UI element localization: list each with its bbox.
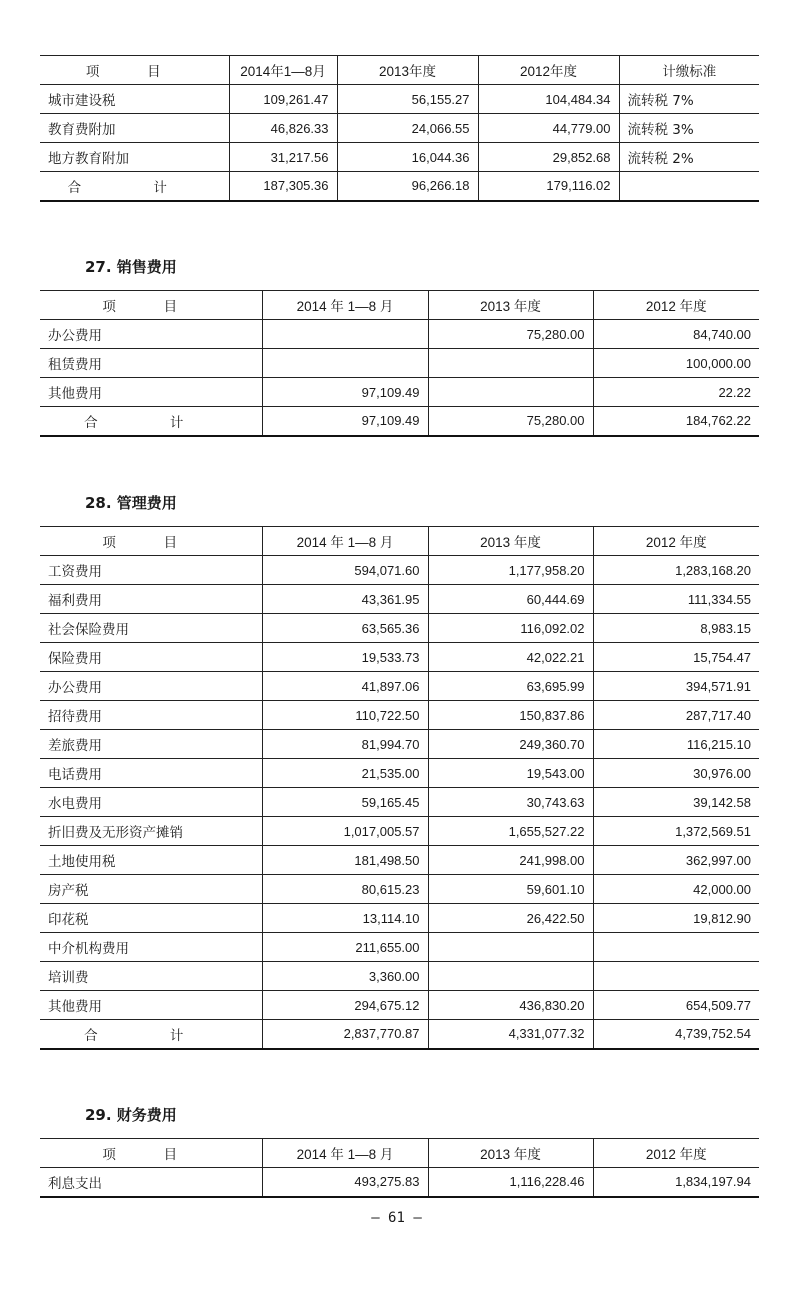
table-row — [40, 143, 759, 172]
cell-value: 3,360.00 — [262, 962, 428, 991]
row-label: 折旧费及无形资产摊销 — [40, 817, 262, 846]
cell-value: 42,022.21 — [428, 643, 593, 672]
table-row — [40, 85, 759, 114]
cell-value: 654,509.77 — [593, 991, 759, 1020]
cell-value: 30,976.00 — [593, 759, 759, 788]
cell-value: 13,114.10 — [262, 904, 428, 933]
total-value: 187,305.36 — [229, 172, 337, 201]
column-header: 2012 年度 — [593, 527, 759, 556]
cell-value: 80,615.23 — [262, 875, 428, 904]
column-header: 计缴标准 — [619, 56, 759, 85]
cell-value: 63,565.36 — [262, 614, 428, 643]
table-row — [40, 643, 759, 672]
cell-value: 60,444.69 — [428, 585, 593, 614]
cell-value: 31,217.56 — [229, 143, 337, 172]
total-value: 4,331,077.32 — [428, 1020, 593, 1049]
cell-value: 1,283,168.20 — [593, 556, 759, 585]
cell-value: 116,215.10 — [593, 730, 759, 759]
table-row — [40, 730, 759, 759]
total-label: 合 计 — [40, 407, 262, 436]
row-label: 利息支出 — [40, 1168, 262, 1197]
cell-value: 44,779.00 — [478, 114, 619, 143]
cell-value: 84,740.00 — [593, 320, 759, 349]
cell-value: 111,334.55 — [593, 585, 759, 614]
cell-value: 249,360.70 — [428, 730, 593, 759]
cell-value: 181,498.50 — [262, 846, 428, 875]
total-label: 合 计 — [40, 1020, 262, 1049]
cell-value: 63,695.99 — [428, 672, 593, 701]
table-row — [40, 788, 759, 817]
total-value: 179,116.02 — [478, 172, 619, 201]
cell-value: 19,533.73 — [262, 643, 428, 672]
cell-value: 1,655,527.22 — [428, 817, 593, 846]
financial-expenses-table — [40, 1138, 759, 1198]
cell-value: 1,116,228.46 — [428, 1168, 593, 1197]
admin-expenses-table — [40, 526, 759, 1050]
cell-value: 493,275.83 — [262, 1168, 428, 1197]
cell-value: 75,280.00 — [428, 320, 593, 349]
table-header-row — [40, 56, 759, 85]
cell-value: 294,675.12 — [262, 991, 428, 1020]
row-label: 电话费用 — [40, 759, 262, 788]
row-label: 教育费附加 — [40, 114, 229, 143]
cell-value — [593, 933, 759, 962]
cell-value: 100,000.00 — [593, 349, 759, 378]
column-header: 2013 年度 — [428, 527, 593, 556]
section-title-financial-expenses: 29. 财务费用 — [85, 1106, 177, 1124]
table-row — [40, 933, 759, 962]
total-value: 75,280.00 — [428, 407, 593, 436]
cell-value: 42,000.00 — [593, 875, 759, 904]
cell-value: 43,361.95 — [262, 585, 428, 614]
row-label: 工资费用 — [40, 556, 262, 585]
row-label: 办公费用 — [40, 672, 262, 701]
table-total-row — [40, 172, 759, 201]
cell-value: 104,484.34 — [478, 85, 619, 114]
row-label: 城市建设税 — [40, 85, 229, 114]
cell-value: 59,601.10 — [428, 875, 593, 904]
cell-value: 1,372,569.51 — [593, 817, 759, 846]
table-row — [40, 962, 759, 991]
cell-value: 97,109.49 — [262, 378, 428, 407]
row-label: 印花税 — [40, 904, 262, 933]
cell-value: 8,983.15 — [593, 614, 759, 643]
row-label: 差旅费用 — [40, 730, 262, 759]
total-label: 合 计 — [40, 172, 229, 201]
total-value: 2,837,770.87 — [262, 1020, 428, 1049]
cell-value: 287,717.40 — [593, 701, 759, 730]
row-label: 其他费用 — [40, 378, 262, 407]
table-row — [40, 846, 759, 875]
cell-value: 362,997.00 — [593, 846, 759, 875]
total-value: 184,762.22 — [593, 407, 759, 436]
table-row — [40, 875, 759, 904]
row-label: 其他费用 — [40, 991, 262, 1020]
row-label: 地方教育附加 — [40, 143, 229, 172]
table-total-row — [40, 407, 759, 436]
row-label: 社会保险费用 — [40, 614, 262, 643]
selling-expenses-table — [40, 290, 759, 437]
table-row — [40, 585, 759, 614]
cell-value: 81,994.70 — [262, 730, 428, 759]
row-label: 中介机构费用 — [40, 933, 262, 962]
cell-value: 22.22 — [593, 378, 759, 407]
table-header-row — [40, 291, 759, 320]
cell-value: 19,543.00 — [428, 759, 593, 788]
cell-value: 394,571.91 — [593, 672, 759, 701]
cell-value: 241,998.00 — [428, 846, 593, 875]
cell-value — [593, 962, 759, 991]
table-row — [40, 817, 759, 846]
cell-value: 16,044.36 — [337, 143, 478, 172]
cell-value: 59,165.45 — [262, 788, 428, 817]
table-row — [40, 320, 759, 349]
total-value: 97,109.49 — [262, 407, 428, 436]
column-header: 2012 年度 — [593, 1139, 759, 1168]
column-header: 项 目 — [40, 527, 262, 556]
cell-value: 29,852.68 — [478, 143, 619, 172]
column-header: 2013 年度 — [428, 291, 593, 320]
cell-value: 15,754.47 — [593, 643, 759, 672]
table-header-row — [40, 1139, 759, 1168]
cell-value: 流转税 3% — [619, 114, 759, 143]
cell-value — [428, 933, 593, 962]
column-header: 2014 年 1—8 月 — [262, 527, 428, 556]
cell-value: 436,830.20 — [428, 991, 593, 1020]
cell-value: 594,071.60 — [262, 556, 428, 585]
table-row — [40, 114, 759, 143]
row-label: 房产税 — [40, 875, 262, 904]
column-header: 2014 年 1—8 月 — [262, 1139, 428, 1168]
cell-value: 116,092.02 — [428, 614, 593, 643]
row-label: 保险费用 — [40, 643, 262, 672]
row-label: 土地使用税 — [40, 846, 262, 875]
column-header: 项 目 — [40, 1139, 262, 1168]
table-row — [40, 904, 759, 933]
table-row — [40, 701, 759, 730]
table-row — [40, 1168, 759, 1197]
table-row — [40, 991, 759, 1020]
cell-value: 39,142.58 — [593, 788, 759, 817]
cell-value: 26,422.50 — [428, 904, 593, 933]
total-value: 4,739,752.54 — [593, 1020, 759, 1049]
table-row — [40, 378, 759, 407]
cell-value: 流转税 7% — [619, 85, 759, 114]
table-row — [40, 614, 759, 643]
cell-value: 30,743.63 — [428, 788, 593, 817]
cell-value: 1,177,958.20 — [428, 556, 593, 585]
table-total-row — [40, 1020, 759, 1049]
section-title-selling-expenses: 27. 销售费用 — [85, 258, 177, 276]
cell-value: 1,017,005.57 — [262, 817, 428, 846]
column-header: 项 目 — [40, 291, 262, 320]
row-label: 招待费用 — [40, 701, 262, 730]
cell-value: 56,155.27 — [337, 85, 478, 114]
cell-value: 46,826.33 — [229, 114, 337, 143]
column-header: 2012年度 — [478, 56, 619, 85]
row-label: 福利费用 — [40, 585, 262, 614]
row-label: 租赁费用 — [40, 349, 262, 378]
cell-value — [262, 349, 428, 378]
cell-value: 1,834,197.94 — [593, 1168, 759, 1197]
column-header: 2013年度 — [337, 56, 478, 85]
cell-value: 109,261.47 — [229, 85, 337, 114]
cell-value — [262, 320, 428, 349]
cell-value: 150,837.86 — [428, 701, 593, 730]
column-header: 2012 年度 — [593, 291, 759, 320]
section-title-admin-expenses: 28. 管理费用 — [85, 494, 177, 512]
table-row — [40, 759, 759, 788]
table-row — [40, 672, 759, 701]
column-header: 2014年1—8月 — [229, 56, 337, 85]
row-label: 水电费用 — [40, 788, 262, 817]
table-header-row — [40, 527, 759, 556]
cell-value: 流转税 2% — [619, 143, 759, 172]
cell-value — [428, 349, 593, 378]
row-label: 办公费用 — [40, 320, 262, 349]
cell-value: 211,655.00 — [262, 933, 428, 962]
total-value — [619, 172, 759, 201]
column-header: 2014 年 1—8 月 — [262, 291, 428, 320]
column-header: 项 目 — [40, 56, 229, 85]
total-value: 96,266.18 — [337, 172, 478, 201]
tax-surcharge-table — [40, 55, 759, 202]
cell-value: 21,535.00 — [262, 759, 428, 788]
cell-value — [428, 962, 593, 991]
cell-value — [428, 378, 593, 407]
row-label: 培训费 — [40, 962, 262, 991]
cell-value: 110,722.50 — [262, 701, 428, 730]
cell-value: 19,812.90 — [593, 904, 759, 933]
cell-value: 24,066.55 — [337, 114, 478, 143]
page-number: – 61 – — [371, 1210, 422, 1226]
table-row — [40, 556, 759, 585]
column-header: 2013 年度 — [428, 1139, 593, 1168]
cell-value: 41,897.06 — [262, 672, 428, 701]
table-row — [40, 349, 759, 378]
